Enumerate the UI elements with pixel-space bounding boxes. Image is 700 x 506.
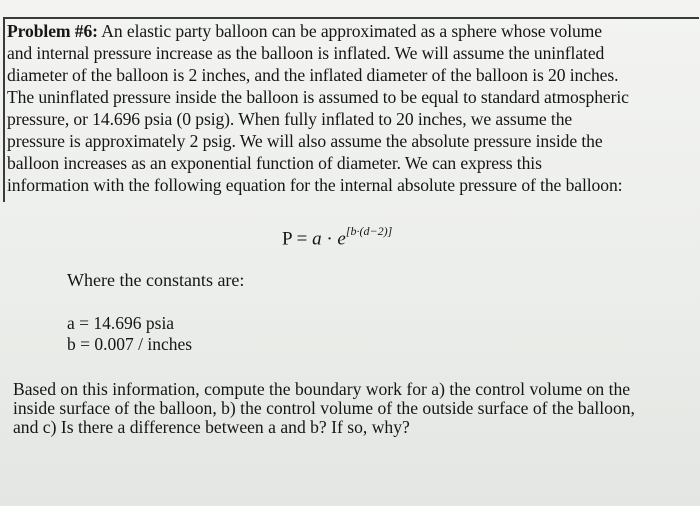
problem-intro	[7, 20, 697, 196]
question-line-1: Based on this information, compute the boundary work for a) the control volume on the	[13, 379, 631, 399]
intro-line-5: pressure, or 14.696 psia (0 psig). When fully inflated to 20 inches, we assume the	[7, 109, 573, 129]
constant-a: a = 14.696 psia	[67, 313, 175, 333]
equation-lhs: P =	[282, 228, 313, 250]
intro-line-4: The uninflated pressure inside the balloon is assumed to be equal to standard atmospheric	[7, 87, 629, 107]
intro-line-1	[7, 20, 697, 42]
intro-line-3: diameter of the balloon is 2 inches, and the inflated diameter of the balloon is 20 inches.	[7, 65, 619, 85]
pressure-equation	[282, 226, 392, 250]
intro-line-7: balloon increases as an exponential function of diameter. We can express this	[7, 153, 542, 173]
equation-a: a	[312, 228, 322, 250]
equation-e: e	[337, 228, 346, 250]
constant-b: b = 0.007 / inches	[67, 334, 193, 354]
intro-line-6: pressure is approximately 2 psig. We will also assume the absolute pressure inside the	[7, 131, 603, 151]
intro-text-1: An elastic party balloon can be approximated as a sphere whose volume	[97, 21, 602, 41]
equation-exponent: [b·(d−2)]	[345, 224, 393, 238]
equation-dot: ·	[321, 228, 338, 250]
problem-question	[13, 380, 697, 437]
question-line-2: inside surface of the balloon, b) the control volume of the outside surface of the balloon,	[13, 398, 635, 418]
constants-label: Where the constants are:	[67, 270, 245, 290]
question-line-3: and c) Is there a difference between a and b? If so, why?	[13, 417, 410, 437]
problem-heading: Problem #6:	[7, 21, 98, 41]
intro-line-8: information with the following equation for the internal absolute pressure of the balloon:	[7, 175, 623, 195]
intro-line-2: and internal pressure increase as the balloon is inflated. We will assume the uninflated	[7, 43, 605, 63]
